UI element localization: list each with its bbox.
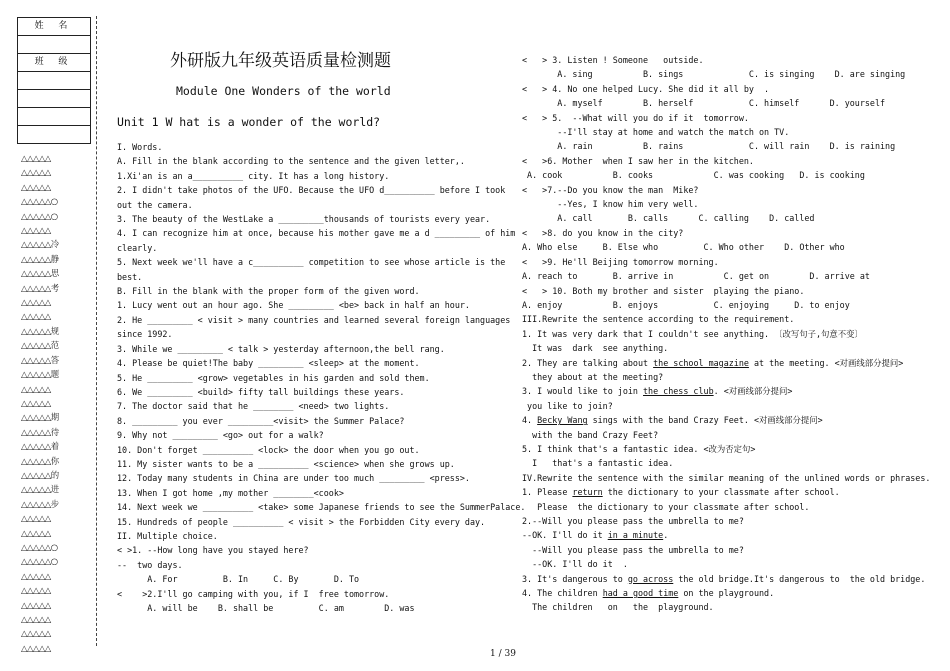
triangle-row: △△△△△ <box>21 311 51 322</box>
question-line: 1.Xi'an is an a__________ city. It has a long history. <box>117 170 390 181</box>
question-line: they about at the meeting? <box>522 371 664 382</box>
question-line: 5. I think that's a fantastic idea. <改为否定句> <box>522 443 756 454</box>
blank-row-1 <box>18 90 90 108</box>
underlined-phrase: Becky Wang <box>537 415 588 426</box>
question-line: with the band Crazy Feet? <box>522 429 659 440</box>
triangle-row: △△△△△ <box>21 570 51 581</box>
question-line: -- two days. <box>117 559 183 570</box>
question-line: --OK. I'll do it . <box>522 559 628 570</box>
question-line: --OK. I'll do it in a minute. <box>522 530 669 541</box>
question-line: --Will you please pass the umbrella to me? <box>522 544 744 555</box>
question-line: 1. Please return the dictionary to your classmate after school. <box>522 487 840 498</box>
question-line: out the camera. <box>117 199 193 210</box>
unit-heading: Unit 1 W hat is a wonder of the world? <box>117 115 381 129</box>
question-line: < > 4. No one helped Lucy. She did it all by . <box>522 83 770 94</box>
question-line: < >8. do you know in the city? <box>522 227 684 238</box>
question-line: 4. Please be quiet!The baby _________ <sleep> at the moment. <box>117 358 420 369</box>
triangle-row: △△△△△ <box>21 167 51 178</box>
question-line: < > 10. Both my brother and sister playing the piano. <box>522 285 805 296</box>
question-line: It was dark see anything. <box>522 343 669 354</box>
question-line: B. Fill in the blank with the proper form of the given word. <box>117 286 420 297</box>
triangle-row: △△△△△静 <box>21 253 59 264</box>
triangle-row: △△△△△ <box>21 599 51 610</box>
triangle-row: △△△△△○ <box>21 210 58 221</box>
triangle-row: △△△△△ <box>21 628 51 639</box>
question-line: 12. Today many students in China are under too much _________ <press>. <box>117 473 470 484</box>
question-line: A. reach to B. arrive in C. get on D. arrive at <box>522 271 870 282</box>
triangle-row: △△△△△进 <box>21 484 59 495</box>
binding-cut-line <box>96 16 97 646</box>
question-line: Please the dictionary to your classmate after school. <box>522 501 810 512</box>
question-line: 5. Next week we'll have a c__________ competition to see whose article is the <box>117 257 506 268</box>
class-field[interactable] <box>18 72 90 90</box>
question-line: III.Rewrite the sentence according to the requirement. <box>522 314 795 325</box>
triangle-border-column <box>21 151 89 655</box>
question-line: A. For B. In C. By D. To <box>117 574 360 585</box>
class-label: 班 级 <box>18 54 90 72</box>
question-line: I. Words. <box>117 142 163 152</box>
question-line: < >1. --How long have you stayed here? <box>117 545 309 556</box>
triangle-row: △△△△△ <box>21 297 51 308</box>
triangle-row: △△△△△ <box>21 153 51 163</box>
triangle-row: △△△△△你 <box>21 455 59 466</box>
question-line: A. cook B. cooks C. was cooking D. is cooking <box>522 170 865 181</box>
triangle-row: △△△△△步 <box>21 498 59 509</box>
question-line: < >7.--Do you know the man Mike? <box>522 184 699 195</box>
question-line: clearly. <box>117 242 158 253</box>
question-line: --Yes, I know him very well. <box>522 199 699 210</box>
module-heading: Module One Wonders of the world <box>176 84 391 98</box>
triangle-row: △△△△△答 <box>21 354 59 365</box>
student-info-box <box>17 17 91 144</box>
question-line: A. call B. calls C. calling D. called <box>522 213 815 224</box>
triangle-row: △△△△△思 <box>21 268 59 279</box>
question-line: A. myself B. herself C. himself D. yourself <box>522 98 886 109</box>
question-line: A. sing B. sings C. is singing D. are singing <box>522 69 906 80</box>
question-line: 5. He _________ <grow> vegetables in his garden and sold them. <box>117 372 430 383</box>
page-number: 1 / 39 <box>490 649 516 659</box>
triangle-row: △△△△△ <box>21 614 51 624</box>
question-line: < >9. He'll Beijing tomorrow morning. <box>522 256 719 267</box>
question-line: 1. Lucy went out an hour ago. She _________ <be> back in half an hour. <box>117 300 470 311</box>
triangle-row: △△△△△题 <box>21 369 59 380</box>
underlined-phrase: in a minute <box>607 530 664 541</box>
triangle-row: △△△△△规 <box>21 325 59 336</box>
question-line: 1. It was very dark that I couldn't see anything. 〔改写句子,句意不变〕 <box>522 328 863 339</box>
question-line: A. Fill in the blank according to the sentence and the given letter,. <box>117 156 465 167</box>
question-line: 2. They are talking about the school magazine at the meeting. <对画线部分提问> <box>522 357 904 368</box>
question-line: --I'll stay at home and watch the match on TV. <box>522 127 790 138</box>
question-line: < >6. Mother when I saw her in the kitchen. <box>522 155 754 166</box>
question-line: IV.Rewrite the sentence with the similar meaning of the unlined words or phrases. <box>522 472 931 483</box>
triangle-row: △△△△△着 <box>21 441 59 452</box>
triangle-row: △△△△△ <box>21 397 51 408</box>
triangle-row: △△△△△ <box>21 585 51 596</box>
triangle-row: △△△△△ <box>21 642 51 653</box>
underlined-phrase: go across <box>627 573 674 584</box>
question-line: 7. The doctor said that he ________ <need> two lights. <box>117 401 390 412</box>
triangle-row: △△△△△范 <box>21 340 59 351</box>
question-line: < > 3. Listen ! Someone outside. <box>522 55 704 65</box>
triangle-row: △△△△△期 <box>21 412 59 423</box>
triangle-row: △△△△△○ <box>21 541 58 552</box>
question-line: 3. I would like to join the chess club. <对画线部分提问> <box>522 386 793 397</box>
triangle-row: △△△△△ <box>21 527 51 538</box>
question-line: 6. We _________ <build> fifty tall buildings these years. <box>117 386 405 397</box>
page-title: 外研版九年级英语质量检测题 <box>170 51 391 71</box>
question-line: 14. Next week we __________ <take> some Japanese friends to see the SummerPalace. <box>117 502 526 513</box>
triangle-row: △△△△△○ <box>21 556 58 567</box>
question-line: 11. My sister wants to be a __________ <science> when she grows up. <box>117 458 455 469</box>
question-line: 4. I can recognize him at once, because his mother gave me a d _________ of him <box>117 228 516 239</box>
question-line: 9. Why not _________ <go> out for a walk? <box>117 430 324 441</box>
blank-row-3 <box>18 126 90 143</box>
triangle-row: △△△△△ <box>21 513 51 524</box>
question-line: A. will be B. shall be C. am D. was <box>117 603 415 613</box>
triangle-row: △△△△△ <box>21 225 51 236</box>
name-field[interactable] <box>18 36 90 54</box>
question-line: best. <box>117 271 143 282</box>
question-line: 10. Don't forget __________ <lock> the door when you go out. <box>117 444 420 455</box>
underlined-phrase: the school magazine <box>653 357 749 368</box>
question-line: 2. I didn't take photos of the UFO. Because the UFO d__________ before I took <box>117 185 506 196</box>
question-line: The children on the playground. <box>522 602 714 613</box>
name-label: 姓 名 <box>18 18 90 36</box>
left-question-column <box>117 140 526 615</box>
question-line: A. enjoy B. enjoys C. enjoying D. to enjoy <box>522 299 850 310</box>
question-line: < > 5. --What will you do if it tomorrow. <box>522 112 749 123</box>
question-line: 4. The children had a good time on the playground. <box>522 588 775 599</box>
triangle-row: △△△△△ <box>21 181 51 192</box>
question-line: I that's a fantastic idea. <box>522 458 674 469</box>
question-line: A. rain B. rains C. will rain D. is raining <box>522 141 896 152</box>
question-line: 2.--Will you please pass the umbrella to me? <box>522 516 744 526</box>
underlined-phrase: had a good time <box>602 588 679 599</box>
question-line: 3. It's dangerous to go across the old bridge.It's dangerous to the old bridge. <box>522 573 926 584</box>
question-line: you like to join? <box>522 400 613 411</box>
underlined-phrase: the chess club <box>643 386 714 397</box>
question-line: 3. The beauty of the WestLake a _________thousands of tourists every year. <box>117 214 491 225</box>
triangle-row: △△△△△冷 <box>21 239 59 250</box>
question-line: since 1992. <box>117 329 173 340</box>
triangle-row: △△△△△○ <box>21 196 58 207</box>
underlined-phrase: return <box>572 487 603 498</box>
right-question-column <box>522 53 932 615</box>
question-line: 15. Hundreds of people __________ < visit > the Forbidden City every day. <box>117 516 486 527</box>
triangle-row: △△△△△待 <box>21 426 59 437</box>
question-line: 8. _________ you ever _________<visit> the Summer Palace? <box>117 415 405 426</box>
question-line: A. Who else B. Else who C. Who other D. Other who <box>522 242 845 253</box>
blank-row-2 <box>18 108 90 126</box>
question-line: < >2.I'll go camping with you, if I free tomorrow. <box>117 588 390 599</box>
triangle-row: △△△△△考 <box>21 282 59 293</box>
question-line: 4. Becky Wang sings with the band Crazy Feet. <对画线部分提问> <box>522 415 823 426</box>
question-line: 3. While we _________ < talk > yesterday afternoon,the bell rang. <box>117 343 445 354</box>
triangle-row: △△△△△的 <box>21 469 59 480</box>
student-info-sidebar <box>17 17 89 655</box>
question-line: 2. He _________ < visit > many countries and learned several foreign languages <box>117 314 511 325</box>
triangle-row: △△△△△ <box>21 383 51 394</box>
question-line: 13. When I got home ,my mother ________<cook> <box>117 487 344 498</box>
question-line: II. Multiple choice. <box>117 530 218 541</box>
